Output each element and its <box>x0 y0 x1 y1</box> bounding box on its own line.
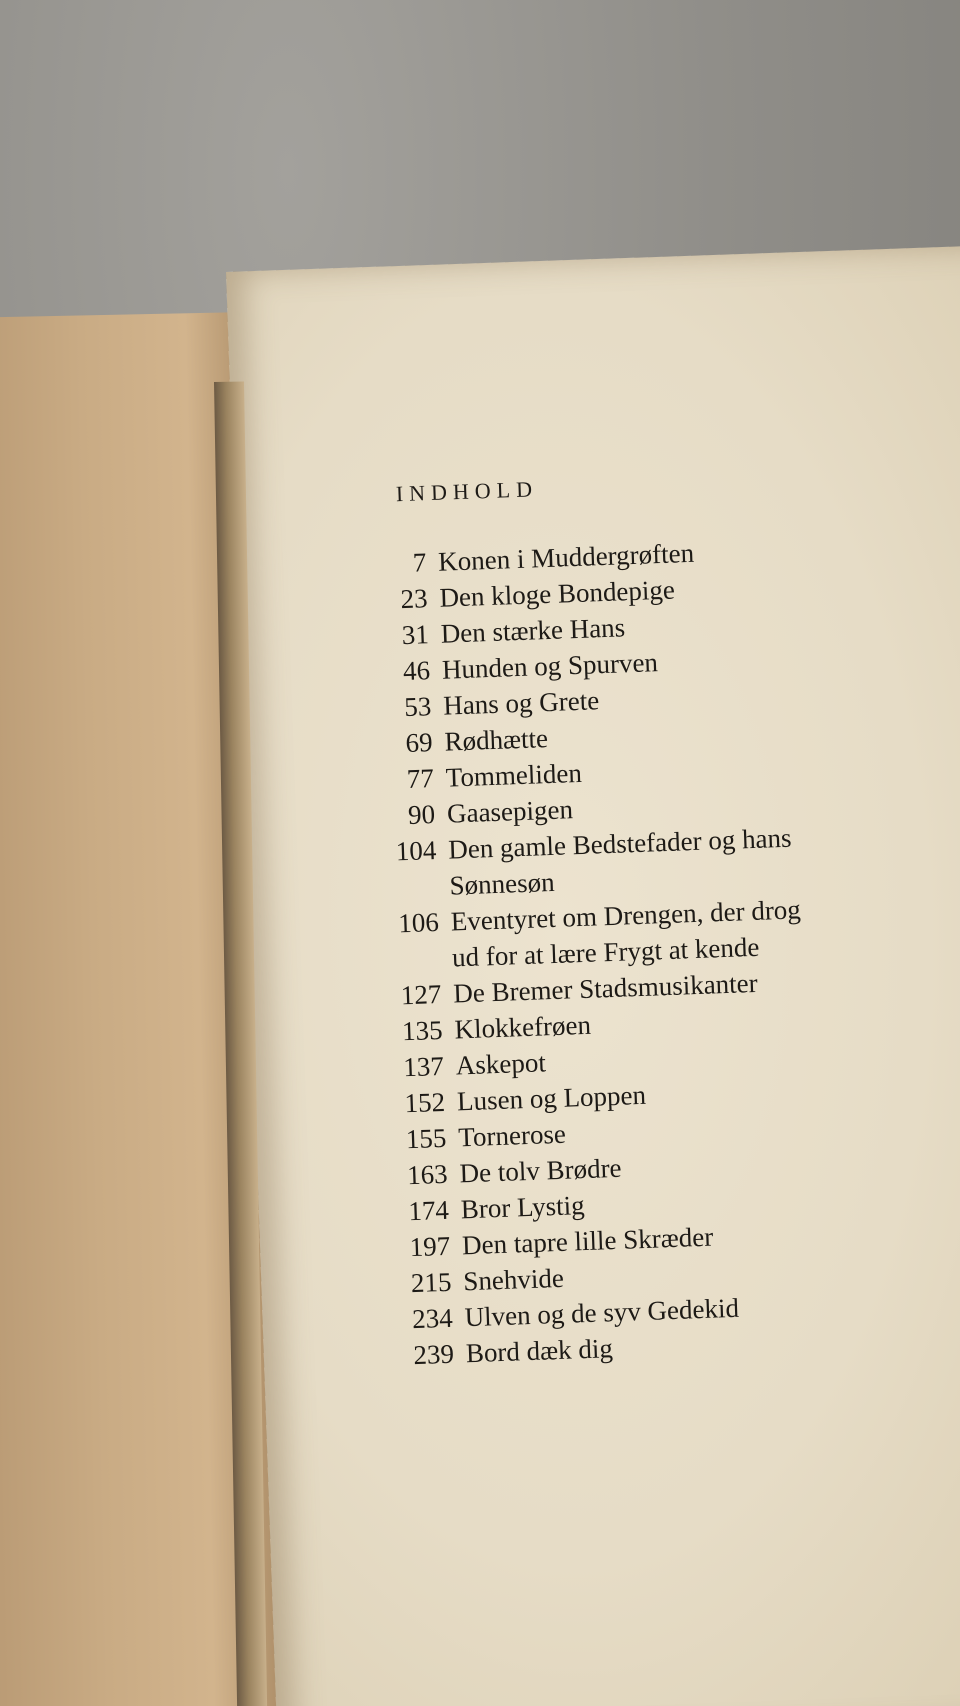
entry-page-number: 197 <box>409 1230 451 1263</box>
entry-title: Den stærke Hans <box>440 612 626 649</box>
entry-title: De Bremer Stadsmusikanter <box>452 967 759 1009</box>
entry-title: Bord dæk dig <box>465 1333 614 1369</box>
entry-page-number: 77 <box>406 763 435 794</box>
entry-page-number: 106 <box>397 906 440 939</box>
entry-title: Tommeliden <box>445 757 583 793</box>
entry-page-number: 155 <box>405 1122 447 1155</box>
entry-title: De tolv Brødre <box>459 1152 622 1189</box>
entry-title: Rødhætte <box>444 723 549 757</box>
entry-title: Konen i Muddergrøften <box>437 537 695 577</box>
entry-title: Askepot <box>455 1047 547 1081</box>
entry-title: Klokkefrøen <box>454 1009 592 1045</box>
entry-title: Den tapre lille Skræder <box>461 1221 714 1261</box>
entry-title: Snehvide <box>462 1262 565 1297</box>
table-of-contents <box>363 463 954 1374</box>
entry-title: Gaasepigen <box>446 794 574 829</box>
entry-title: Den gamle Bedstefader og hans Sønnesøn <box>447 822 792 901</box>
entry-page-number: 174 <box>407 1194 450 1227</box>
entry-title: Hans og Grete <box>442 685 600 721</box>
entry-title: Ulven og de syv Gedekid <box>464 1292 740 1333</box>
entry-page-number: 46 <box>402 655 431 687</box>
entry-title: Tornerose <box>457 1118 567 1153</box>
entry-title: Lusen og Loppen <box>456 1079 647 1117</box>
entry-page-number: 137 <box>402 1050 445 1083</box>
entry-title: Den kloge Bondepige <box>438 574 676 613</box>
entry-page-number: 239 <box>412 1338 455 1371</box>
entry-page-number: 7 <box>412 547 427 578</box>
entry-page-number: 215 <box>410 1266 452 1299</box>
entry-page-number: 23 <box>399 583 429 615</box>
entry-page-number: 90 <box>407 799 436 830</box>
entry-page-number: 31 <box>401 619 430 651</box>
right-book-page <box>226 245 960 1706</box>
entry-page-number: 53 <box>403 691 432 723</box>
entry-title: Bror Lystig <box>460 1190 586 1225</box>
entry-page-number: 152 <box>404 1086 446 1119</box>
entry-page-number: 69 <box>405 727 434 759</box>
entry-page-number: 234 <box>411 1302 454 1335</box>
entry-title: Hunden og Spurven <box>441 647 659 685</box>
entry-title: Eventyret om Drengen, der drog ud for at lære Frygt at kende <box>450 894 802 973</box>
entry-page-number: 127 <box>400 978 442 1011</box>
entry-page-number: 104 <box>395 835 437 867</box>
contents-heading: INDHOLD <box>395 476 539 507</box>
entry-page-number: 135 <box>401 1014 444 1047</box>
contents-list <box>366 527 955 1374</box>
entry-page-number: 163 <box>406 1158 449 1191</box>
